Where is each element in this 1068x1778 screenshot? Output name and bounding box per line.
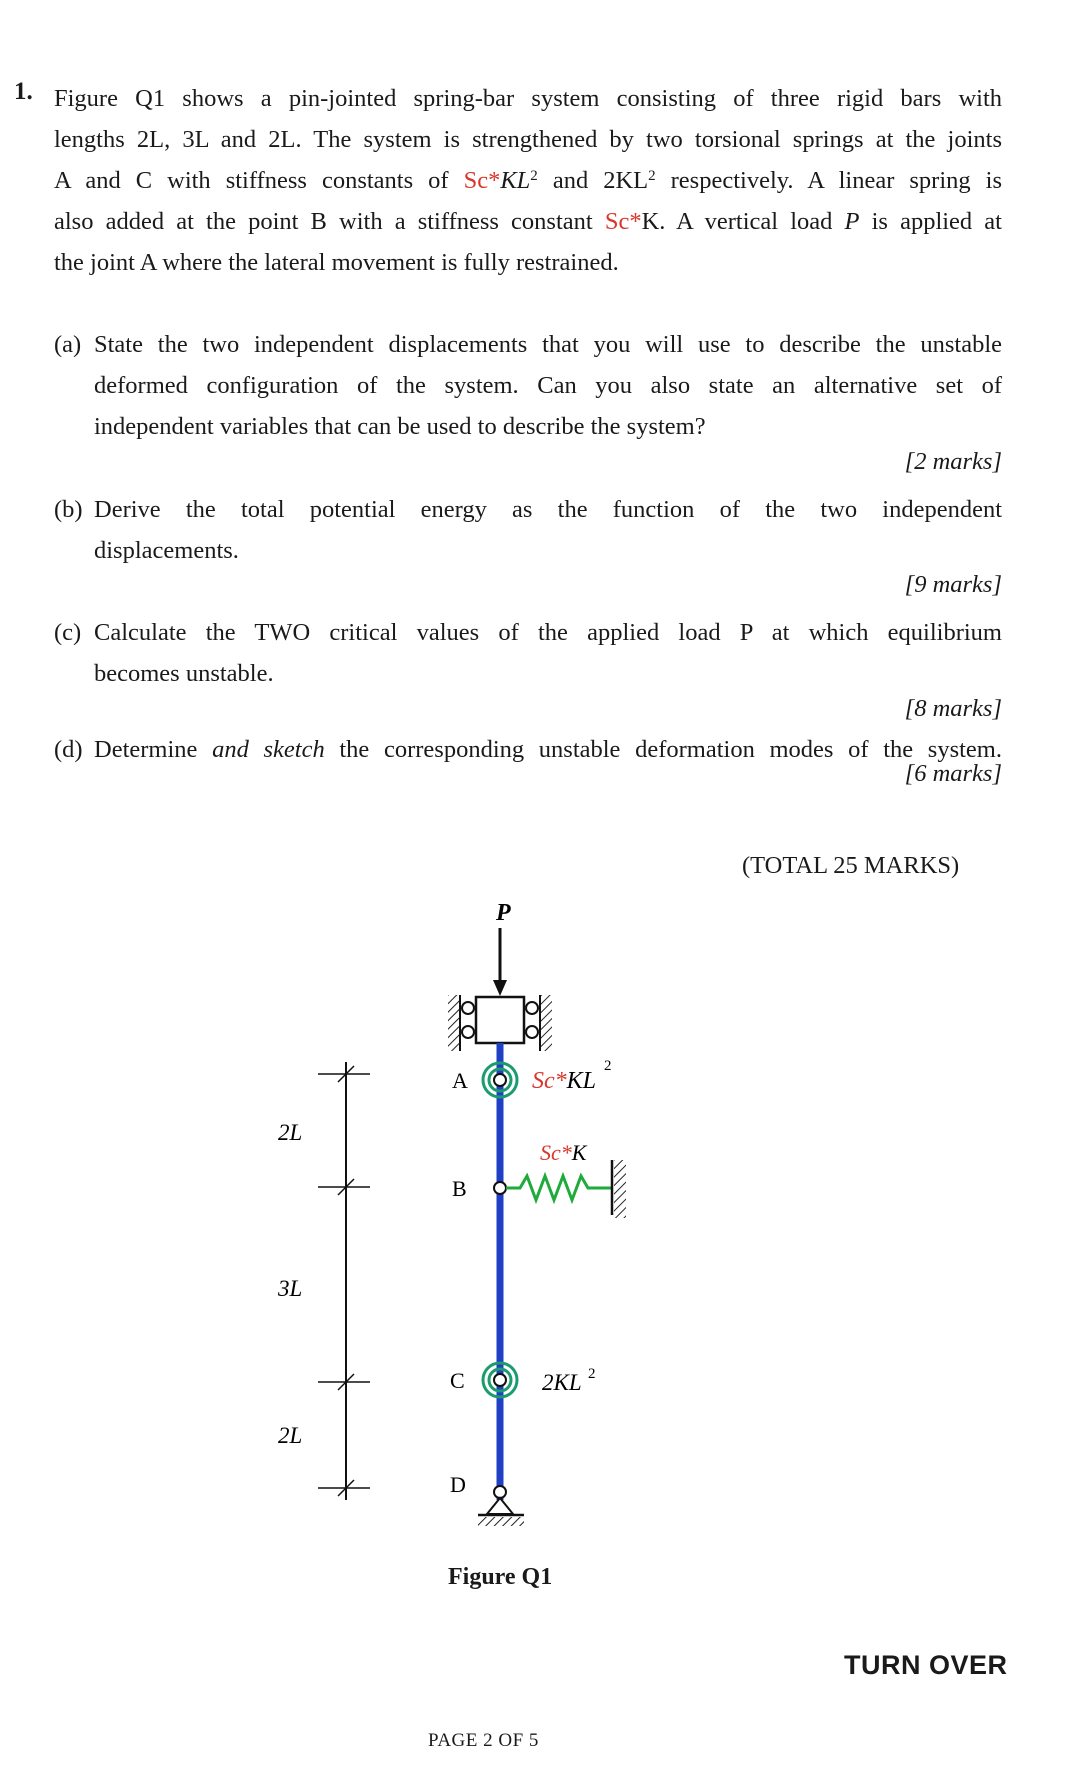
spring-b-red: Sc* (540, 1140, 572, 1165)
marks-c: [8 marks] (904, 695, 1002, 722)
dimension-label-1: 2L (278, 1120, 303, 1145)
figure-caption: Figure Q1 (448, 1564, 553, 1590)
torsional-spring-a (483, 1063, 517, 1097)
exponent: 2 (648, 168, 656, 184)
part-label: (d) (54, 736, 83, 763)
marks-b: [9 marks] (904, 571, 1002, 598)
intro-line-1 (54, 78, 1002, 119)
red-text: Sc* (604, 208, 642, 235)
spring-a-black: KL (566, 1068, 597, 1094)
intro-text: the joint A where the lateral movement is fully restrained. (54, 249, 619, 276)
joint-b-label: B (452, 1176, 467, 1201)
part-c (54, 612, 1002, 694)
spring-a-red: Sc* (532, 1068, 567, 1094)
exponent: 2 (530, 168, 538, 184)
part-line: Calculate the TWO critical values of the applied load P at which equilibrium (94, 619, 1002, 646)
spring-b-black: K (571, 1140, 587, 1165)
load-label: P (496, 900, 511, 926)
part-label: (b) (54, 496, 83, 523)
part-emphasis: and sketch (212, 736, 325, 763)
part-line: deformed configuration of the system. Can you also state an alternative set of (94, 372, 1002, 399)
intro-text: K. A vertical load (641, 208, 845, 235)
intro-text: and 2KL (537, 167, 649, 194)
intro-text: also added at the point B with a stiffness constant (54, 208, 605, 235)
intro-text: Figure Q1 shows a pin-jointed spring-bar system consisting of three rigid bars with (54, 85, 1002, 112)
figure-q1-diagram (0, 880, 1068, 1580)
dimension-label-2: 3L (278, 1276, 303, 1301)
intro-text: lengths 2L, 3L and 2L. The system is strengthened by two torsional springs at the joints (54, 126, 1002, 153)
part-line: displacements. (94, 537, 239, 564)
joint-d-label: D (450, 1472, 466, 1497)
linear-spring-b (494, 1160, 626, 1218)
intro-text: is applied at (859, 208, 1002, 235)
part-line: Derive the total potential energy as the function of the two independent (94, 496, 1002, 523)
red-text: Sc* (463, 167, 501, 194)
spring-a-label (532, 1068, 596, 1094)
dimension-label-3: 2L (278, 1423, 303, 1448)
intro-line-3 (54, 160, 1002, 201)
part-label: (c) (54, 619, 82, 646)
intro-text: respectively. A linear spring is (655, 167, 1002, 194)
spring-a-exp: 2 (604, 1058, 612, 1074)
page-number: PAGE 2 OF 5 (428, 1730, 539, 1751)
question-intro (54, 78, 1002, 283)
part-line (94, 729, 1002, 770)
question-number: 1. (14, 78, 33, 105)
part-line: becomes unstable. (94, 660, 274, 687)
spring-c-label: 2KL (542, 1370, 582, 1395)
pin-support-d (478, 1486, 524, 1526)
part-text: the corresponding unstable deformation modes of the system. (324, 736, 1002, 763)
part-text: Determine (94, 736, 213, 763)
part-line: independent variables that can be used to describe the system? (94, 413, 706, 440)
total-marks: (TOTAL 25 MARKS) (742, 852, 960, 879)
intro-line-5 (54, 242, 1002, 283)
intro-text: A and C with stiffness constants of (54, 167, 464, 194)
spring-c-exp: 2 (588, 1366, 596, 1382)
intro-math: P (844, 208, 860, 235)
joint-c-label: C (450, 1368, 465, 1393)
load-arrow (493, 928, 507, 996)
intro-line-4 (54, 201, 1002, 242)
intro-line-2 (54, 119, 1002, 160)
marks-d: [6 marks] (904, 760, 1002, 787)
torsional-spring-c (483, 1363, 517, 1397)
part-label: (a) (54, 331, 82, 358)
slider-block (448, 995, 552, 1051)
intro-math: KL (500, 167, 531, 194)
part-line: State the two independent displacements that you will use to describe the unstable (94, 331, 1002, 358)
part-a (54, 324, 1002, 447)
dimension-line (318, 1062, 370, 1500)
spring-b-label (540, 1140, 588, 1165)
part-b (54, 489, 1002, 571)
marks-a: [2 marks] (904, 448, 1002, 475)
turn-over-label: TURN OVER (844, 1650, 1008, 1680)
joint-a-label: A (452, 1068, 468, 1093)
part-d (54, 729, 1002, 770)
